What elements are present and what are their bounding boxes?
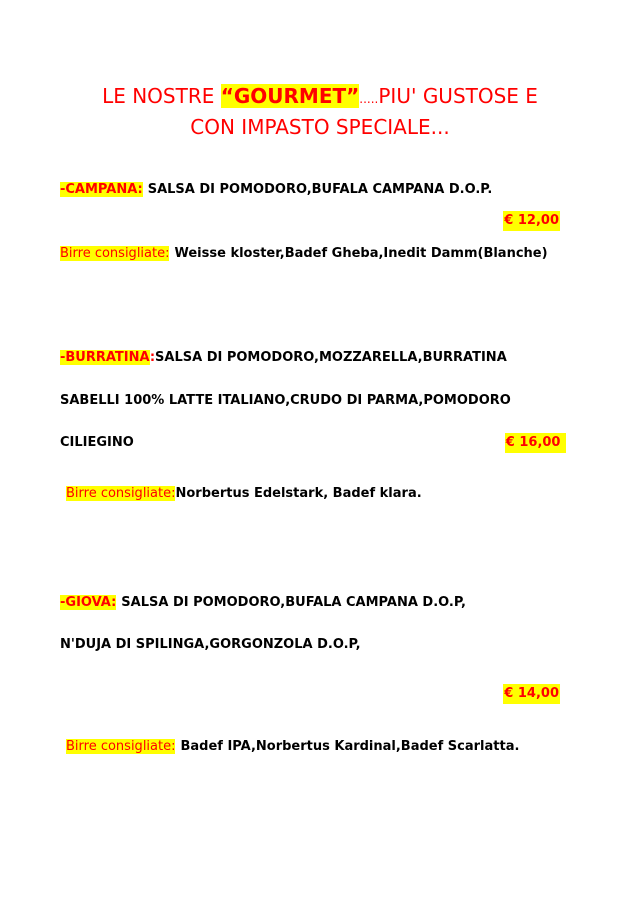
pizza-ingredients: SALSA DI POMODORO,BUFALA CAMPANA D.O.P. (147, 182, 493, 197)
title-prefix: LE NOSTRE (102, 84, 221, 108)
pizza-campana-line-1 (60, 180, 492, 200)
pizza-burratina-line-3 (0, 433, 640, 453)
pizza-giova-line-1 (60, 593, 466, 613)
pizza-giova-line-2 (60, 635, 361, 655)
beer-suggestion-giova (66, 737, 519, 757)
title-gourmet-highlight: “GOURMET” (220, 84, 360, 108)
pizza-price-giova: € 14,00 (503, 684, 560, 704)
pizza-name-giova: -GIOVA: (60, 595, 117, 610)
pizza-burratina-line-2 (60, 391, 511, 411)
pizza-price-burratina: € 16,00 (505, 433, 566, 453)
beer-suggestion-burratina (66, 484, 422, 504)
beer-suggestion-campana (60, 244, 548, 264)
pizza-campana-price-row (0, 211, 640, 231)
pizza-ingredients: N'DUJA DI SPILINGA,GORGONZOLA D.O.P, (60, 637, 361, 652)
title-suffix: PIU' GUSTOSE E (378, 84, 538, 108)
pizza-giova-price-row (0, 684, 640, 704)
pizza-name-campana: -CAMPANA: (60, 182, 143, 197)
pizza-ingredients: SALSA DI POMODORO,MOZZARELLA,BURRATINA (155, 350, 507, 365)
beer-list: Badef IPA,Norbertus Kardinal,Badef Scarlatta. (180, 739, 520, 754)
menu-title-line-1 (0, 82, 640, 110)
pizza-ingredients: SABELLI 100% LATTE ITALIANO,CRUDO DI PARMA,POMODORO (60, 393, 511, 408)
pizza-price-campana: € 12,00 (503, 211, 560, 231)
beer-label: Birre consigliate: (66, 486, 176, 501)
pizza-name-colon: : (149, 350, 156, 365)
pizza-ingredients: CILIEGINO (60, 435, 134, 450)
title-dots: ..... (359, 92, 379, 106)
beer-list: Weisse kloster,Badef Gheba,Inedit Damm(Blanche) (174, 246, 548, 261)
pizza-ingredients: SALSA DI POMODORO,BUFALA CAMPANA D.O.P, (121, 595, 466, 610)
pizza-name-burratina: -BURRATINA (60, 350, 150, 365)
beer-list: Norbertus Edelstark, Badef klara. (175, 486, 422, 501)
beer-label: Birre consigliate: (66, 739, 176, 754)
pizza-burratina-line-1 (60, 348, 507, 368)
beer-label: Birre consigliate: (60, 246, 170, 261)
menu-title-line-2: CON IMPASTO SPECIALE... (190, 115, 450, 139)
